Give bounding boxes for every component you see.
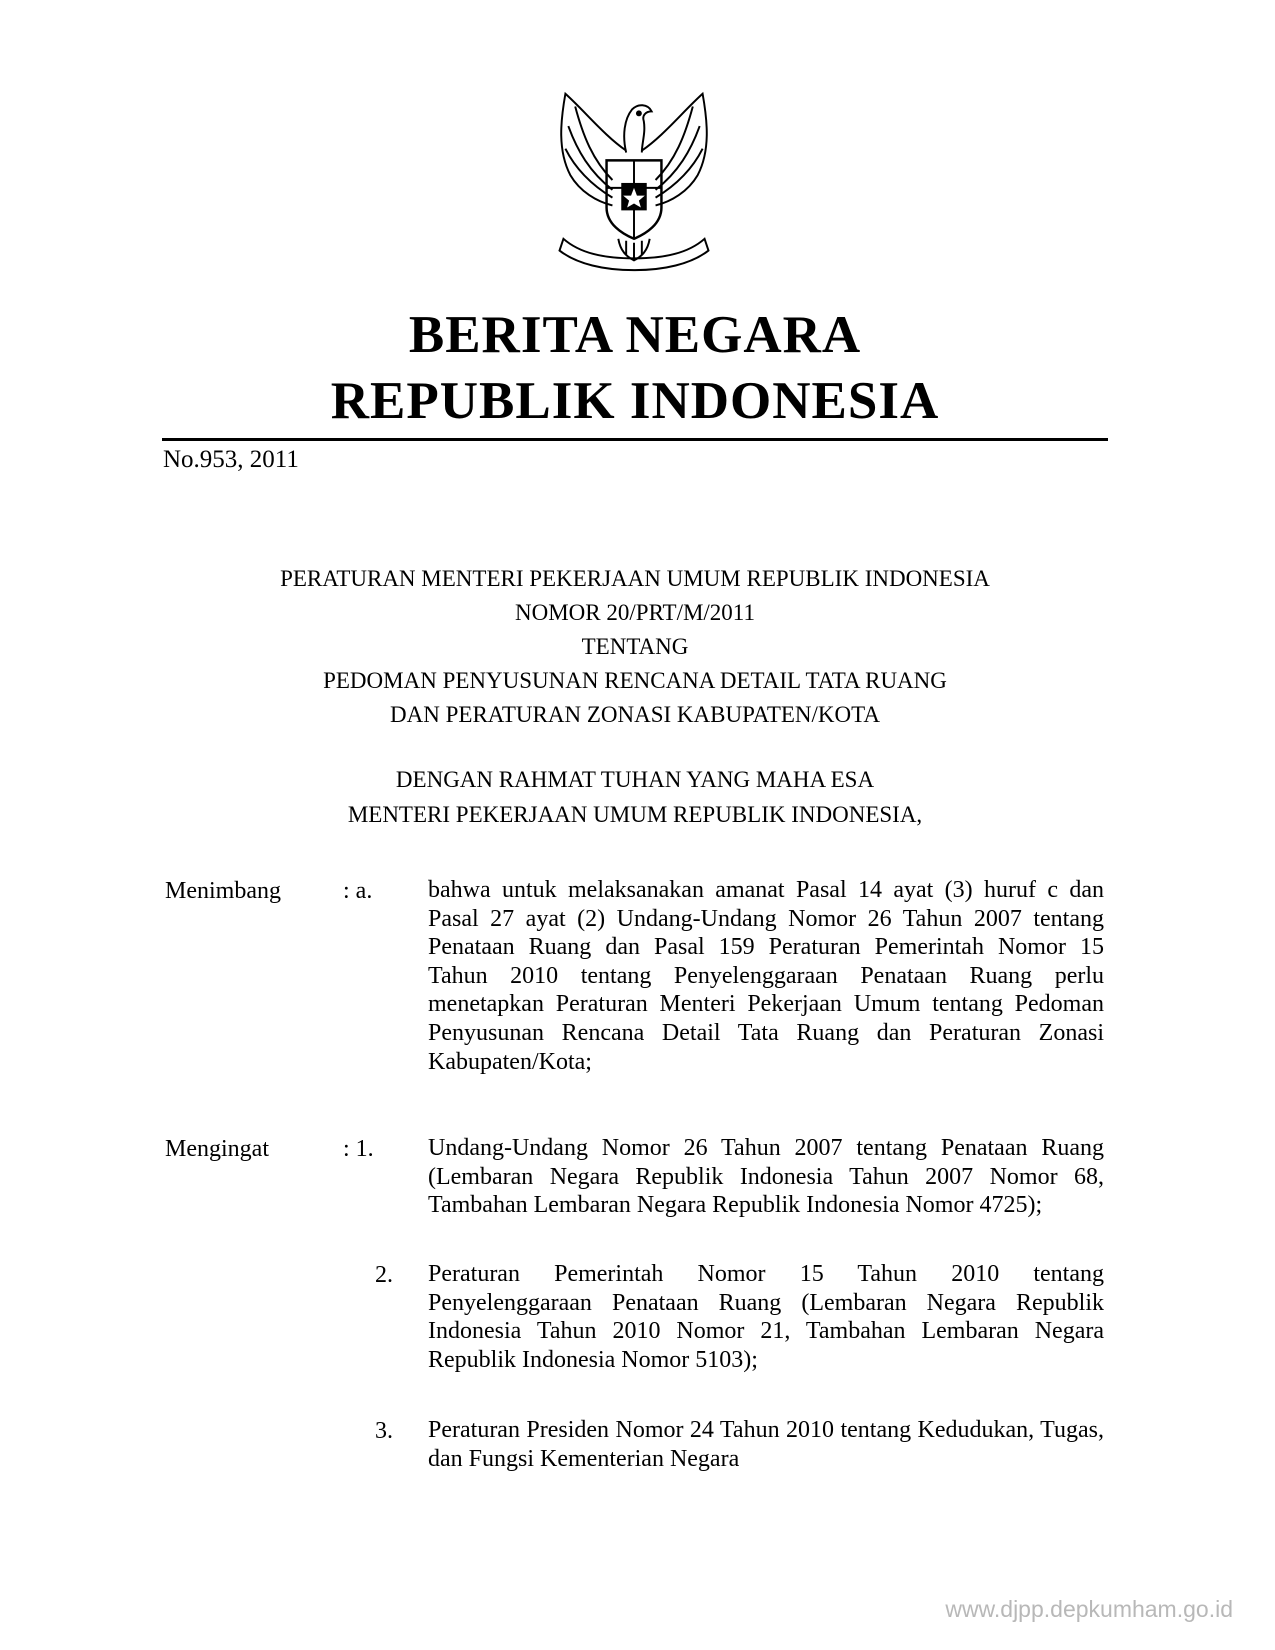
- regulation-heading-line: DAN PERATURAN ZONASI KABUPATEN/KOTA: [390, 702, 880, 727]
- source-watermark: www.djpp.depkumham.go.id: [945, 1596, 1233, 1622]
- invocation-line-2: MENTERI PEKERJAAN UMUM REPUBLIK INDONESIA,: [347, 802, 923, 827]
- mengingat-item-text: Undang-Undang Nomor 26 Tahun 2007 tentang Penataan Ruang (Lembaran Negara Republik Indonesia Tahun 2007 Nomor 68, Tambahan Lembaran Negara Republik Indonesia Nomor 4725);: [428, 1135, 1104, 1219]
- mengingat-item-text: Peraturan Pemerintah Nomor 15 Tahun 2010 tentang Penyelenggaraan Penataan Ruang (Lembaran Negara Republik Indonesia Tahun 2010 Nomor 21, Tambahan Lembaran Negara Republik Indonesia Nomor 5103);: [428, 1261, 1104, 1373]
- menimbang-label: Menimbang: [165, 878, 281, 904]
- masthead-title-line-1: BERITA NEGARA: [408, 306, 862, 364]
- mengingat-item-text: Peraturan Presiden Nomor 24 Tahun 2010 tentang Kedudukan, Tugas, dan Fungsi Kementerian Negara: [428, 1417, 1104, 1472]
- menimbang-item-text: bahwa untuk melaksanakan amanat Pasal 14 ayat (3) huruf c dan Pasal 27 ayat (2) Undang-Undang Nomor 26 Tahun 2007 tentang Penataan Ruang dan Pasal 159 Peraturan Pemerintah Nomor 15 Tahun 2010 tentang Penyelenggaraan Penataan Ruang perlu menetapkan Peraturan Menteri Pekerjaan Umum tentang Pedoman Penyusunan Rencana Detail Tata Ruang dan Peraturan Zonasi Kabupaten/Kota;: [428, 877, 1104, 1075]
- invocation-line-1: DENGAN RAHMAT TUHAN YANG MAHA ESA: [395, 767, 875, 792]
- regulation-heading: [160, 562, 1110, 732]
- mengingat-label: Mengingat: [165, 1136, 269, 1162]
- regulation-heading-line: PEDOMAN PENYUSUNAN RENCANA DETAIL TATA RUANG: [323, 668, 947, 693]
- mengingat-item-marker: 2.: [375, 1262, 393, 1288]
- mengingat-item-marker: : 1.: [343, 1136, 374, 1162]
- garuda-pancasila-emblem-icon: [536, 82, 732, 278]
- regulation-heading-line: PERATURAN MENTERI PEKERJAAN UMUM REPUBLIK INDONESIA: [280, 566, 990, 591]
- masthead-title-line-2: REPUBLIK INDONESIA: [330, 372, 940, 430]
- mengingat-item-marker: 3.: [375, 1418, 393, 1444]
- menimbang-item-marker: : a.: [343, 878, 373, 904]
- regulation-heading-line: NOMOR 20/PRT/M/2011: [515, 600, 755, 625]
- masthead-divider: [162, 438, 1108, 441]
- invocation: [160, 762, 1110, 832]
- issue-number: No.953, 2011: [163, 446, 299, 473]
- regulation-heading-line: TENTANG: [581, 634, 689, 659]
